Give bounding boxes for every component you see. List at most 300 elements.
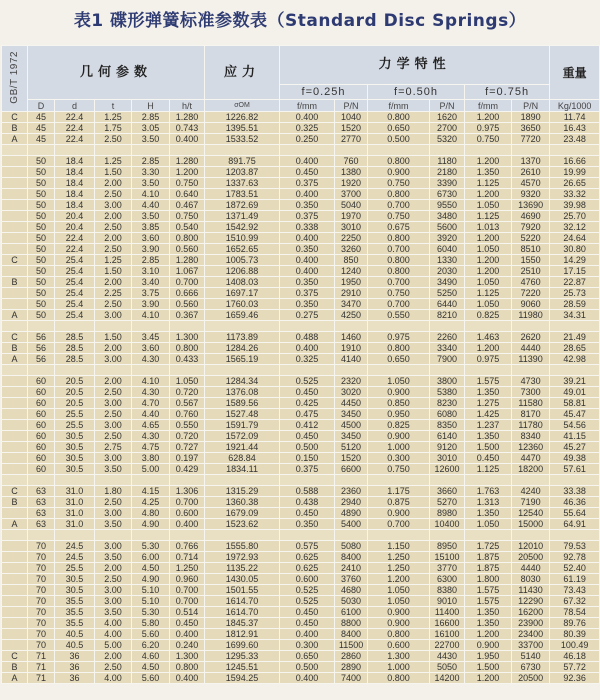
value-cell: 11780 xyxy=(512,420,550,431)
empty-cell xyxy=(335,475,368,486)
value-cell: 3020 xyxy=(335,387,368,398)
value-cell: 20.5 xyxy=(55,376,95,387)
value-cell: 25.4 xyxy=(55,288,95,299)
series-cell xyxy=(2,607,28,618)
series-cell xyxy=(2,222,28,233)
value-cell: 3.00 xyxy=(95,541,132,552)
series-cell: C xyxy=(2,651,28,662)
value-cell: 1652.65 xyxy=(205,244,280,255)
value-cell: 3490 xyxy=(430,277,465,288)
series-cell: A xyxy=(2,310,28,321)
value-cell: 50 xyxy=(28,200,55,211)
weight-header: 重量 xyxy=(550,46,600,100)
table-row xyxy=(2,189,600,200)
value-cell: 0.700 xyxy=(170,497,205,508)
value-cell: 2.50 xyxy=(95,409,132,420)
column-header: P/N xyxy=(335,100,368,112)
value-cell: 5600 xyxy=(430,222,465,233)
empty-cell xyxy=(368,145,430,156)
value-cell: 4250 xyxy=(335,310,368,321)
value-cell: 0.350 xyxy=(280,519,335,530)
table-row xyxy=(2,618,600,629)
empty-cell xyxy=(465,365,512,376)
value-cell: 16200 xyxy=(512,607,550,618)
disc-springs-table xyxy=(1,45,600,684)
value-cell: 2.85 xyxy=(132,255,170,266)
column-header: f/mm xyxy=(280,100,335,112)
value-cell: 0.400 xyxy=(280,343,335,354)
value-cell: 70 xyxy=(28,552,55,563)
value-cell: 0.438 xyxy=(280,497,335,508)
value-cell: 1812.91 xyxy=(205,629,280,640)
value-cell: 2.00 xyxy=(95,277,132,288)
value-cell: 9060 xyxy=(512,299,550,310)
value-cell: 1206.88 xyxy=(205,266,280,277)
value-cell: 3650 xyxy=(512,123,550,134)
value-cell: 1510.99 xyxy=(205,233,280,244)
value-cell: 2.00 xyxy=(95,211,132,222)
value-cell: 0.450 xyxy=(280,607,335,618)
value-cell: 4.00 xyxy=(95,673,132,684)
value-cell: 0.800 xyxy=(368,255,430,266)
empty-cell xyxy=(95,321,132,332)
empty-cell xyxy=(55,530,95,541)
value-cell: 26.65 xyxy=(550,178,600,189)
value-cell: 4690 xyxy=(512,211,550,222)
value-cell: 1520 xyxy=(335,453,368,464)
value-cell: 60 xyxy=(28,409,55,420)
table-row xyxy=(2,508,600,519)
table-row xyxy=(2,651,600,662)
empty-cell xyxy=(205,475,280,486)
value-cell: 1360.38 xyxy=(205,497,280,508)
value-cell: 1284.34 xyxy=(205,376,280,387)
value-cell: 16.43 xyxy=(550,123,600,134)
value-cell: 1.500 xyxy=(465,662,512,673)
value-cell: 30.80 xyxy=(550,244,600,255)
value-cell: 1380 xyxy=(335,167,368,178)
value-cell: 1760.03 xyxy=(205,299,280,310)
value-cell: 0.743 xyxy=(170,123,205,134)
value-cell: 3.60 xyxy=(132,233,170,244)
value-cell: 0.475 xyxy=(280,409,335,420)
value-cell: 11980 xyxy=(512,310,550,321)
value-cell: 100.49 xyxy=(550,640,600,651)
value-cell: 1.200 xyxy=(170,167,205,178)
series-cell: B xyxy=(2,662,28,673)
value-cell: 8400 xyxy=(335,552,368,563)
series-cell: B xyxy=(2,343,28,354)
value-cell: 1970 xyxy=(335,211,368,222)
value-cell: 0.960 xyxy=(170,574,205,585)
value-cell: 0.300 xyxy=(280,640,335,651)
value-cell: 3.85 xyxy=(132,222,170,233)
series-cell xyxy=(2,618,28,629)
value-cell: 3.50 xyxy=(95,464,132,475)
empty-cell xyxy=(465,475,512,486)
value-cell: 30.5 xyxy=(55,574,95,585)
value-cell: 1.125 xyxy=(465,464,512,475)
empty-cell xyxy=(55,321,95,332)
value-cell: 1376.08 xyxy=(205,387,280,398)
value-cell: 15000 xyxy=(512,519,550,530)
value-cell: 0.338 xyxy=(280,222,335,233)
value-cell: 1614.70 xyxy=(205,607,280,618)
value-cell: 1890 xyxy=(512,112,550,123)
column-header: P/N xyxy=(430,100,465,112)
value-cell: 0.350 xyxy=(280,299,335,310)
value-cell: 2.50 xyxy=(95,134,132,145)
value-cell: 0.429 xyxy=(170,464,205,475)
value-cell: 6440 xyxy=(430,299,465,310)
value-cell: 23900 xyxy=(512,618,550,629)
value-cell: 70 xyxy=(28,629,55,640)
value-cell: 0.900 xyxy=(368,167,430,178)
value-cell: 18.4 xyxy=(55,200,95,211)
value-cell: 0.400 xyxy=(170,519,205,530)
page-title: 表1 碟形弹簧标准参数表（Standard Disc Springs） xyxy=(73,11,527,31)
value-cell: 1.000 xyxy=(368,442,430,453)
value-cell: 1589.56 xyxy=(205,398,280,409)
table-row xyxy=(2,244,600,255)
value-cell: 0.540 xyxy=(170,222,205,233)
value-cell: 1226.82 xyxy=(205,112,280,123)
value-cell: 9010 xyxy=(430,596,465,607)
value-cell: 1180 xyxy=(430,156,465,167)
value-cell: 46.18 xyxy=(550,651,600,662)
series-cell xyxy=(2,398,28,409)
table-row xyxy=(2,607,600,618)
value-cell: 0.900 xyxy=(368,618,430,629)
value-cell: 0.300 xyxy=(368,453,430,464)
value-cell: 0.850 xyxy=(368,398,430,409)
value-cell: 5.80 xyxy=(132,618,170,629)
value-cell: 1.575 xyxy=(465,585,512,596)
value-cell: 3.60 xyxy=(132,343,170,354)
value-cell: 891.75 xyxy=(205,156,280,167)
column-header: d xyxy=(55,100,95,112)
empty-cell xyxy=(335,365,368,376)
value-cell: 24.64 xyxy=(550,233,600,244)
table-row xyxy=(2,123,600,134)
value-cell: 0.975 xyxy=(465,354,512,365)
value-cell: 1005.73 xyxy=(205,255,280,266)
value-cell: 3340 xyxy=(430,343,465,354)
value-cell: 4.30 xyxy=(132,431,170,442)
series-cell xyxy=(2,464,28,475)
empty-cell xyxy=(132,365,170,376)
series-cell xyxy=(2,376,28,387)
value-cell: 1330 xyxy=(430,255,465,266)
value-cell: 2.75 xyxy=(95,442,132,453)
empty-cell xyxy=(205,145,280,156)
value-cell: 16100 xyxy=(430,629,465,640)
empty-cell xyxy=(280,145,335,156)
value-cell: 1.313 xyxy=(465,497,512,508)
value-cell: 1.050 xyxy=(465,519,512,530)
value-cell: 1.200 xyxy=(465,266,512,277)
value-cell: 50 xyxy=(28,211,55,222)
value-cell: 3470 xyxy=(335,299,368,310)
value-cell: 1.50 xyxy=(95,167,132,178)
value-cell: 0.825 xyxy=(465,310,512,321)
value-cell: 5250 xyxy=(430,288,465,299)
value-cell: 760 xyxy=(335,156,368,167)
value-cell: 1550 xyxy=(512,255,550,266)
empty-cell xyxy=(132,475,170,486)
value-cell: 1.350 xyxy=(465,167,512,178)
value-cell: 1.950 xyxy=(465,651,512,662)
value-cell: 1.425 xyxy=(465,409,512,420)
value-cell: 4.40 xyxy=(132,200,170,211)
value-cell: 0.560 xyxy=(170,299,205,310)
value-cell: 1921.44 xyxy=(205,442,280,453)
value-cell: 25.4 xyxy=(55,299,95,310)
column-header: h/t xyxy=(170,100,205,112)
value-cell: 0.375 xyxy=(280,464,335,475)
value-cell: 0.800 xyxy=(368,266,430,277)
value-cell: 4.10 xyxy=(132,189,170,200)
standard-label: GB/T 1972 xyxy=(8,51,20,104)
value-cell: 28.65 xyxy=(550,343,600,354)
value-cell: 12360 xyxy=(512,442,550,453)
value-cell: 1370 xyxy=(512,156,550,167)
value-cell: 1040 xyxy=(335,112,368,123)
value-cell: 3.40 xyxy=(132,277,170,288)
value-cell: 32.12 xyxy=(550,222,600,233)
value-cell: 28.5 xyxy=(55,332,95,343)
value-cell: 40.5 xyxy=(55,640,95,651)
empty-cell xyxy=(28,475,55,486)
value-cell: 50 xyxy=(28,299,55,310)
empty-cell xyxy=(430,365,465,376)
value-cell: 0.700 xyxy=(170,585,205,596)
value-cell: 1.050 xyxy=(368,585,430,596)
value-cell: 0.700 xyxy=(368,299,430,310)
value-cell: 0.650 xyxy=(368,123,430,134)
empty-cell xyxy=(550,321,600,332)
value-cell: 0.900 xyxy=(465,640,512,651)
value-cell: 0.240 xyxy=(170,640,205,651)
series-cell xyxy=(2,596,28,607)
value-cell: 0.400 xyxy=(280,266,335,277)
series-cell xyxy=(2,640,28,651)
value-cell: 6140 xyxy=(430,431,465,442)
value-cell: 1.250 xyxy=(368,563,430,574)
value-cell: 4.25 xyxy=(132,497,170,508)
value-cell: 0.800 xyxy=(368,629,430,640)
series-cell: C xyxy=(2,486,28,497)
value-cell: 3760 xyxy=(335,574,368,585)
column-header: σOM xyxy=(205,100,280,112)
table-row xyxy=(2,585,600,596)
value-cell: 7400 xyxy=(335,673,368,684)
empty-cell xyxy=(512,475,550,486)
table-row xyxy=(2,673,600,684)
value-cell: 2250 xyxy=(335,233,368,244)
value-cell: 61.19 xyxy=(550,574,600,585)
value-cell: 1.350 xyxy=(465,387,512,398)
value-cell: 22.4 xyxy=(55,123,95,134)
value-cell: 1.175 xyxy=(368,486,430,497)
value-cell: 0.625 xyxy=(280,552,335,563)
value-cell: 1.300 xyxy=(170,332,205,343)
value-cell: 1.275 xyxy=(465,398,512,409)
series-cell xyxy=(2,266,28,277)
empty-cell xyxy=(430,321,465,332)
value-cell: 4.75 xyxy=(132,442,170,453)
value-cell: 1.050 xyxy=(465,299,512,310)
value-cell: 2.85 xyxy=(132,112,170,123)
value-cell: 50 xyxy=(28,178,55,189)
value-cell: 0.750 xyxy=(465,134,512,145)
value-cell: 73.43 xyxy=(550,585,600,596)
value-cell: 1.125 xyxy=(465,288,512,299)
value-cell: 5140 xyxy=(512,651,550,662)
value-cell: 8030 xyxy=(512,574,550,585)
value-cell: 49.01 xyxy=(550,387,600,398)
value-cell: 0.500 xyxy=(368,134,430,145)
value-cell: 2.50 xyxy=(95,387,132,398)
series-cell: B xyxy=(2,123,28,134)
series-cell xyxy=(2,200,28,211)
table-row xyxy=(2,200,600,211)
series-cell xyxy=(2,178,28,189)
value-cell: 0.375 xyxy=(280,288,335,299)
empty-cell xyxy=(550,530,600,541)
table-row xyxy=(2,343,600,354)
value-cell: 3.90 xyxy=(132,299,170,310)
value-cell: 1679.09 xyxy=(205,508,280,519)
series-cell: A xyxy=(2,134,28,145)
value-cell: 0.700 xyxy=(368,244,430,255)
value-cell: 0.760 xyxy=(170,409,205,420)
series-cell xyxy=(2,629,28,640)
value-cell: 30.5 xyxy=(55,585,95,596)
value-cell: 1.200 xyxy=(465,255,512,266)
value-cell: 0.450 xyxy=(280,431,335,442)
value-cell: 24.5 xyxy=(55,552,95,563)
value-cell: 4.40 xyxy=(132,409,170,420)
value-cell: 0.400 xyxy=(280,156,335,167)
value-cell: 4.30 xyxy=(132,354,170,365)
value-cell: 1395.51 xyxy=(205,123,280,134)
value-cell: 2620 xyxy=(512,332,550,343)
value-cell: 1520 xyxy=(335,123,368,134)
value-cell: 56 xyxy=(28,343,55,354)
value-cell: 5.00 xyxy=(95,640,132,651)
value-cell: 3.50 xyxy=(95,552,132,563)
value-cell: 18.4 xyxy=(55,178,95,189)
value-cell: 0.412 xyxy=(280,420,335,431)
value-cell: 1845.37 xyxy=(205,618,280,629)
table-row xyxy=(2,596,600,607)
value-cell: 8340 xyxy=(512,431,550,442)
value-cell: 0.800 xyxy=(368,112,430,123)
mechanical-header: 力学特性 xyxy=(280,46,550,85)
value-cell: 4.65 xyxy=(132,420,170,431)
value-cell: 8950 xyxy=(430,541,465,552)
value-cell: 1591.79 xyxy=(205,420,280,431)
value-cell: 1.200 xyxy=(465,233,512,244)
series-cell xyxy=(2,420,28,431)
value-cell: 50 xyxy=(28,288,55,299)
series-cell xyxy=(2,233,28,244)
value-cell: 2.50 xyxy=(95,244,132,255)
value-cell: 0.325 xyxy=(280,354,335,365)
value-cell: 56 xyxy=(28,354,55,365)
table-row xyxy=(2,420,600,431)
value-cell: 0.567 xyxy=(170,398,205,409)
value-cell: 3.50 xyxy=(132,211,170,222)
value-cell: 0.720 xyxy=(170,431,205,442)
value-cell: 0.650 xyxy=(280,651,335,662)
value-cell: 20500 xyxy=(512,673,550,684)
empty-cell xyxy=(430,475,465,486)
value-cell: 45.27 xyxy=(550,442,600,453)
value-cell: 1.575 xyxy=(465,596,512,607)
value-cell: 2180 xyxy=(430,167,465,178)
value-cell: 1699.60 xyxy=(205,640,280,651)
value-cell: 1783.51 xyxy=(205,189,280,200)
value-cell: 7720 xyxy=(512,134,550,145)
column-header: Kg/1000 xyxy=(550,100,600,112)
empty-cell xyxy=(512,365,550,376)
value-cell: 4140 xyxy=(335,354,368,365)
value-cell: 70 xyxy=(28,618,55,629)
value-cell: 0.600 xyxy=(280,574,335,585)
table-row xyxy=(2,156,600,167)
empty-cell xyxy=(430,145,465,156)
value-cell: 30.5 xyxy=(55,453,95,464)
value-cell: 54.56 xyxy=(550,420,600,431)
value-cell: 0.600 xyxy=(170,508,205,519)
empty-cell xyxy=(170,365,205,376)
value-cell: 1.250 xyxy=(368,552,430,563)
value-cell: 0.488 xyxy=(280,332,335,343)
value-cell: 4.80 xyxy=(132,508,170,519)
value-cell: 39.21 xyxy=(550,376,600,387)
value-cell: 70 xyxy=(28,574,55,585)
value-cell: 20.4 xyxy=(55,222,95,233)
table-row xyxy=(2,167,600,178)
value-cell: 5.00 xyxy=(132,464,170,475)
table-row xyxy=(2,211,600,222)
value-cell: 56 xyxy=(28,332,55,343)
value-cell: 1245.51 xyxy=(205,662,280,673)
value-cell: 850 xyxy=(335,255,368,266)
value-cell: 12600 xyxy=(430,464,465,475)
value-cell: 6100 xyxy=(335,607,368,618)
stress-header: 应力 xyxy=(205,46,280,100)
value-cell: 1.306 xyxy=(170,486,205,497)
value-cell: 2910 xyxy=(335,288,368,299)
value-cell: 2.50 xyxy=(95,189,132,200)
series-cell: C xyxy=(2,112,28,123)
column-header: f/mm xyxy=(368,100,430,112)
value-cell: 0.450 xyxy=(465,453,512,464)
value-cell: 31.0 xyxy=(55,508,95,519)
value-cell: 4570 xyxy=(512,178,550,189)
series-cell: C xyxy=(2,332,28,343)
value-cell: 2320 xyxy=(335,376,368,387)
value-cell: 0.975 xyxy=(368,332,430,343)
value-cell: 6080 xyxy=(430,409,465,420)
value-cell: 35.5 xyxy=(55,607,95,618)
group-separator xyxy=(2,365,600,376)
value-cell: 1.050 xyxy=(368,596,430,607)
value-cell: 0.150 xyxy=(280,453,335,464)
